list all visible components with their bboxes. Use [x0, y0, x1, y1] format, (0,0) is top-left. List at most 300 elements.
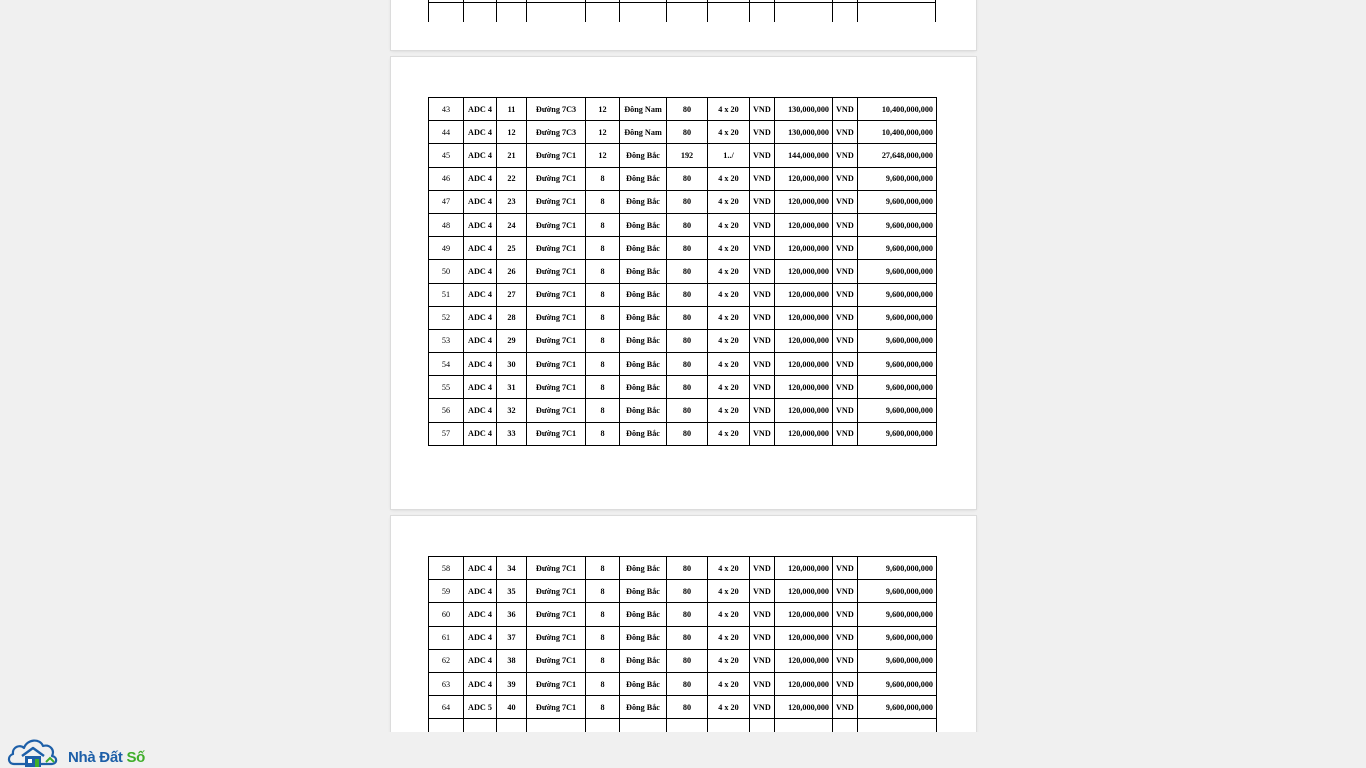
cell-block: ADC 5: [464, 696, 497, 719]
cell-unit-price-currency: VND: [750, 306, 775, 329]
cell-area: 80: [667, 603, 708, 626]
cell-direction: Đông Bắc: [620, 696, 667, 719]
cell-total: 27,648,000,000: [858, 144, 937, 167]
page-current: [391, 57, 976, 509]
cell-area: 80: [667, 260, 708, 283]
cell-street: Đường 7C1: [527, 306, 586, 329]
table-row: [429, 329, 937, 352]
cell-dimensions: 4 x 20: [708, 649, 750, 672]
cell-stt: 48: [429, 213, 464, 236]
cell-lot: 40: [497, 696, 527, 719]
table-column-line: [619, 0, 620, 22]
cell-unit-price-currency: VND: [750, 98, 775, 121]
cell-unit-price-currency: VND: [750, 167, 775, 190]
cell-street: Đường 7C1: [527, 353, 586, 376]
cell-road-width: 8: [586, 422, 620, 445]
cell-street: Đường 7C1: [527, 557, 586, 580]
cell-dimensions: 4 x 20: [708, 696, 750, 719]
cell-total: 9,600,000,000: [858, 237, 937, 260]
cell-total-currency: VND: [833, 329, 858, 352]
table-row: [429, 237, 937, 260]
cell-area: 80: [667, 306, 708, 329]
cell-street: Đường 7C1: [527, 190, 586, 213]
cell-area: 80: [667, 649, 708, 672]
cell-total: [858, 719, 937, 732]
cell-road-width: 8: [586, 672, 620, 695]
cell-lot: 26: [497, 260, 527, 283]
cell-total-currency: VND: [833, 696, 858, 719]
cell-unit-price-currency: VND: [750, 144, 775, 167]
cell-area: 80: [667, 283, 708, 306]
cell-area: 80: [667, 353, 708, 376]
lots-table: [428, 97, 937, 446]
cell-total: 10,400,000,000: [858, 98, 937, 121]
cell-area: 80: [667, 696, 708, 719]
cell-area: 80: [667, 190, 708, 213]
cell-lot: 23: [497, 190, 527, 213]
cell-unit-price-currency: VND: [750, 121, 775, 144]
cell-street: Đường 7C1: [527, 422, 586, 445]
cell-total: 9,600,000,000: [858, 580, 937, 603]
cell-area: 80: [667, 626, 708, 649]
cell-direction: Đông Nam: [620, 121, 667, 144]
cell-stt: 52: [429, 306, 464, 329]
cell-direction: Đông Bắc: [620, 283, 667, 306]
cell-total-currency: VND: [833, 98, 858, 121]
cell-total: 9,600,000,000: [858, 260, 937, 283]
cell-street: Đường 7C3: [527, 98, 586, 121]
cell-block: ADC 4: [464, 422, 497, 445]
cell-lot: 25: [497, 237, 527, 260]
cell-stt: 46: [429, 167, 464, 190]
page-previous: [391, 0, 976, 50]
lots-table: [428, 556, 937, 732]
cell-total-currency: VND: [833, 213, 858, 236]
cell-unit-price-currency: VND: [750, 190, 775, 213]
cell-stt: 51: [429, 283, 464, 306]
cell-road-width: 8: [586, 696, 620, 719]
cell-road-width: 8: [586, 190, 620, 213]
cell-stt: 60: [429, 603, 464, 626]
cell-area: 80: [667, 399, 708, 422]
cell-direction: Đông Nam: [620, 98, 667, 121]
cell-unit-price-currency: VND: [750, 213, 775, 236]
table-row: [429, 376, 937, 399]
cell-lot: 38: [497, 649, 527, 672]
cell-total: 9,600,000,000: [858, 603, 937, 626]
cell-direction: Đông Bắc: [620, 557, 667, 580]
cell-total-currency: VND: [833, 603, 858, 626]
table-column-line: [935, 0, 936, 22]
cell-unit-price-currency: VND: [750, 557, 775, 580]
cell-area: 192: [667, 144, 708, 167]
cell-street: Đường 7C1: [527, 626, 586, 649]
table-column-line: [585, 0, 586, 22]
cell-lot: 37: [497, 626, 527, 649]
cell-block: ADC 4: [464, 213, 497, 236]
table-column-line: [666, 0, 667, 22]
cell-street: Đường 7C1: [527, 603, 586, 626]
cell-block: ADC 4: [464, 649, 497, 672]
cell-unit-price-currency: VND: [750, 580, 775, 603]
cell-stt: 55: [429, 376, 464, 399]
cell-unit-price: 120,000,000: [775, 603, 833, 626]
cell-block: ADC 4: [464, 626, 497, 649]
cell-total: 9,600,000,000: [858, 422, 937, 445]
table-column-line: [463, 0, 464, 22]
cell-stt: 62: [429, 649, 464, 672]
cell-street: Đường 7C1: [527, 237, 586, 260]
cell-area: [667, 719, 708, 732]
cell-road-width: 8: [586, 580, 620, 603]
cell-lot: 21: [497, 144, 527, 167]
cell-direction: Đông Bắc: [620, 580, 667, 603]
cell-unit-price-currency: VND: [750, 376, 775, 399]
table-column-line: [774, 0, 775, 22]
cell-lot: 30: [497, 353, 527, 376]
cell-stt: 58: [429, 557, 464, 580]
cell-area: 80: [667, 167, 708, 190]
cell-stt: 44: [429, 121, 464, 144]
cell-dimensions: 4 x 20: [708, 422, 750, 445]
cell-street: Đường 7C1: [527, 260, 586, 283]
cell-road-width: 8: [586, 237, 620, 260]
cell-area: 80: [667, 121, 708, 144]
cell-lot: 31: [497, 376, 527, 399]
cell-total-currency: VND: [833, 237, 858, 260]
cell-direction: Đông Bắc: [620, 237, 667, 260]
cell-dimensions: 4 x 20: [708, 167, 750, 190]
cell-direction: Đông Bắc: [620, 353, 667, 376]
table-row: [429, 580, 937, 603]
cell-total: 9,600,000,000: [858, 557, 937, 580]
table-column-line: [428, 0, 429, 22]
cell-unit-price: 120,000,000: [775, 260, 833, 283]
cell-unit-price: 120,000,000: [775, 672, 833, 695]
cell-direction: Đông Bắc: [620, 376, 667, 399]
cell-direction: Đông Bắc: [620, 672, 667, 695]
cell-area: 80: [667, 376, 708, 399]
cell-dimensions: 4 x 20: [708, 672, 750, 695]
cell-direction: Đông Bắc: [620, 167, 667, 190]
cell-total-currency: VND: [833, 422, 858, 445]
cell-street: Đường 7C1: [527, 649, 586, 672]
cell-area: 80: [667, 98, 708, 121]
cell-lot: 29: [497, 329, 527, 352]
cell-road-width: 8: [586, 603, 620, 626]
cell-total: 9,600,000,000: [858, 696, 937, 719]
cell-direction: Đông Bắc: [620, 399, 667, 422]
cell-stt: 59: [429, 580, 464, 603]
cell-unit-price-currency: VND: [750, 422, 775, 445]
cell-direction: Đông Bắc: [620, 260, 667, 283]
cell-dimensions: 1../: [708, 144, 750, 167]
cell-unit-price-currency: [750, 719, 775, 732]
cell-street: Đường 7C1: [527, 283, 586, 306]
cell-unit-price: 120,000,000: [775, 213, 833, 236]
cell-block: ADC 4: [464, 329, 497, 352]
cell-total: 9,600,000,000: [858, 329, 937, 352]
cell-unit-price-currency: VND: [750, 626, 775, 649]
cell-street: [527, 719, 586, 732]
cell-block: ADC 4: [464, 672, 497, 695]
cell-block: ADC 4: [464, 603, 497, 626]
cell-block: ADC 4: [464, 98, 497, 121]
cell-unit-price: 120,000,000: [775, 649, 833, 672]
table-column-line: [857, 0, 858, 22]
table-row: [429, 213, 937, 236]
table-row: [429, 672, 937, 695]
cell-lot: 11: [497, 98, 527, 121]
cell-stt: 61: [429, 626, 464, 649]
cell-dimensions: 4 x 20: [708, 98, 750, 121]
cell-dimensions: 4 x 20: [708, 283, 750, 306]
cell-lot: 28: [497, 306, 527, 329]
cell-direction: Đông Bắc: [620, 329, 667, 352]
cell-total: 9,600,000,000: [858, 167, 937, 190]
cell-lot: 12: [497, 121, 527, 144]
cell-direction: Đông Bắc: [620, 306, 667, 329]
cell-stt: 64: [429, 696, 464, 719]
cell-street: Đường 7C1: [527, 329, 586, 352]
cell-block: ADC 4: [464, 353, 497, 376]
cell-road-width: [586, 719, 620, 732]
cell-dimensions: 4 x 20: [708, 557, 750, 580]
table-row: [429, 399, 937, 422]
cell-street: Đường 7C1: [527, 376, 586, 399]
cell-total: 9,600,000,000: [858, 213, 937, 236]
table-row: [429, 283, 937, 306]
cell-total: 9,600,000,000: [858, 649, 937, 672]
cell-unit-price: 120,000,000: [775, 190, 833, 213]
cell-road-width: 8: [586, 213, 620, 236]
cell-unit-price: 120,000,000: [775, 376, 833, 399]
cell-unit-price: [775, 719, 833, 732]
cell-total-currency: VND: [833, 283, 858, 306]
cell-road-width: 8: [586, 376, 620, 399]
cell-direction: Đông Bắc: [620, 626, 667, 649]
brand-name: Nhà Đất Số: [68, 749, 146, 766]
cell-total: 9,600,000,000: [858, 376, 937, 399]
cell-total-currency: VND: [833, 306, 858, 329]
cell-stt: 56: [429, 399, 464, 422]
cell-direction: Đông Bắc: [620, 422, 667, 445]
cell-block: ADC 4: [464, 376, 497, 399]
table-row: [429, 603, 937, 626]
cell-dimensions: 4 x 20: [708, 260, 750, 283]
cell-road-width: 8: [586, 283, 620, 306]
cell-block: ADC 4: [464, 144, 497, 167]
cell-road-width: 8: [586, 353, 620, 376]
cell-unit-price: 120,000,000: [775, 306, 833, 329]
cell-total-currency: [833, 719, 858, 732]
cloud-house-icon: [6, 734, 66, 768]
cell-area: 80: [667, 580, 708, 603]
cell-dimensions: 4 x 20: [708, 626, 750, 649]
cell-area: 80: [667, 422, 708, 445]
cell-lot: 24: [497, 213, 527, 236]
cell-dimensions: 4 x 20: [708, 213, 750, 236]
cell-dimensions: 4 x 20: [708, 237, 750, 260]
cell-block: ADC 4: [464, 580, 497, 603]
cell-stt: 49: [429, 237, 464, 260]
table-column-line: [707, 0, 708, 22]
cell-block: ADC 4: [464, 399, 497, 422]
cell-block: ADC 4: [464, 306, 497, 329]
cell-street: Đường 7C1: [527, 672, 586, 695]
cell-lot: 39: [497, 672, 527, 695]
cell-unit-price: 120,000,000: [775, 329, 833, 352]
cell-road-width: 12: [586, 98, 620, 121]
cell-direction: Đông Bắc: [620, 213, 667, 236]
cell-street: Đường 7C1: [527, 144, 586, 167]
cell-area: 80: [667, 213, 708, 236]
table-row: [429, 167, 937, 190]
cell-area: 80: [667, 329, 708, 352]
cell-road-width: 8: [586, 649, 620, 672]
cell-dimensions: [708, 719, 750, 732]
cell-dimensions: 4 x 20: [708, 190, 750, 213]
cell-road-width: 8: [586, 167, 620, 190]
table-row: [429, 719, 937, 732]
cell-lot: 27: [497, 283, 527, 306]
cell-dimensions: 4 x 20: [708, 306, 750, 329]
cell-total-currency: VND: [833, 649, 858, 672]
watermark-bar: [0, 732, 1366, 768]
cell-stt: [429, 719, 464, 732]
table-row: [429, 353, 937, 376]
cell-street: Đường 7C1: [527, 696, 586, 719]
table-row: [429, 422, 937, 445]
cell-total: 9,600,000,000: [858, 626, 937, 649]
cell-block: ADC 4: [464, 237, 497, 260]
cell-direction: Đông Bắc: [620, 649, 667, 672]
cell-total-currency: VND: [833, 580, 858, 603]
table-row: [429, 190, 937, 213]
cell-dimensions: 4 x 20: [708, 580, 750, 603]
cell-unit-price: 120,000,000: [775, 422, 833, 445]
cell-total: 9,600,000,000: [858, 283, 937, 306]
cell-stt: 47: [429, 190, 464, 213]
cell-block: ADC 4: [464, 260, 497, 283]
cell-lot: 36: [497, 603, 527, 626]
table-row: [429, 696, 937, 719]
cell-stt: 54: [429, 353, 464, 376]
cell-lot: 35: [497, 580, 527, 603]
cell-total-currency: VND: [833, 376, 858, 399]
page-next: [391, 516, 976, 732]
table-column-line: [832, 0, 833, 22]
cell-street: Đường 7C3: [527, 121, 586, 144]
cell-unit-price: 130,000,000: [775, 121, 833, 144]
cell-block: [464, 719, 497, 732]
cell-unit-price-currency: VND: [750, 649, 775, 672]
cell-lot: 33: [497, 422, 527, 445]
cell-area: 80: [667, 672, 708, 695]
cell-lot: 34: [497, 557, 527, 580]
cell-road-width: 12: [586, 144, 620, 167]
cell-stt: 57: [429, 422, 464, 445]
cell-stt: 63: [429, 672, 464, 695]
cell-unit-price-currency: VND: [750, 237, 775, 260]
table-row: [429, 121, 937, 144]
cell-unit-price-currency: VND: [750, 329, 775, 352]
cell-road-width: 8: [586, 260, 620, 283]
cell-unit-price: 144,000,000: [775, 144, 833, 167]
table-column-line: [749, 0, 750, 22]
cell-block: ADC 4: [464, 167, 497, 190]
cell-total: 9,600,000,000: [858, 306, 937, 329]
cell-unit-price-currency: VND: [750, 672, 775, 695]
cell-total-currency: VND: [833, 167, 858, 190]
table-row: [429, 144, 937, 167]
cell-total-currency: VND: [833, 353, 858, 376]
cell-street: Đường 7C1: [527, 399, 586, 422]
cell-area: 80: [667, 237, 708, 260]
cell-total-currency: VND: [833, 399, 858, 422]
table-bottom-edge: [428, 0, 936, 3]
cell-dimensions: 4 x 20: [708, 376, 750, 399]
cell-lot: [497, 719, 527, 732]
cell-total-currency: VND: [833, 260, 858, 283]
cell-unit-price: 120,000,000: [775, 399, 833, 422]
cell-total: 9,600,000,000: [858, 672, 937, 695]
cell-unit-price: 120,000,000: [775, 167, 833, 190]
cell-road-width: 8: [586, 626, 620, 649]
cell-dimensions: 4 x 20: [708, 399, 750, 422]
cell-road-width: 8: [586, 306, 620, 329]
cell-dimensions: 4 x 20: [708, 353, 750, 376]
brand-logo: [6, 732, 145, 768]
cell-unit-price: 120,000,000: [775, 353, 833, 376]
cell-unit-price: 120,000,000: [775, 696, 833, 719]
cell-unit-price: 120,000,000: [775, 557, 833, 580]
cell-lot: 32: [497, 399, 527, 422]
table-row: [429, 306, 937, 329]
cell-direction: Đông Bắc: [620, 144, 667, 167]
cell-area: 80: [667, 557, 708, 580]
cell-unit-price: 120,000,000: [775, 237, 833, 260]
cell-dimensions: 4 x 20: [708, 329, 750, 352]
cell-stt: 45: [429, 144, 464, 167]
cell-direction: Đông Bắc: [620, 190, 667, 213]
cell-road-width: 8: [586, 329, 620, 352]
cell-total: 9,600,000,000: [858, 399, 937, 422]
table-row: [429, 557, 937, 580]
cell-unit-price: 120,000,000: [775, 626, 833, 649]
cell-unit-price: 120,000,000: [775, 580, 833, 603]
cell-unit-price-currency: VND: [750, 260, 775, 283]
table-row: [429, 649, 937, 672]
cell-unit-price: 130,000,000: [775, 98, 833, 121]
cell-unit-price: 120,000,000: [775, 283, 833, 306]
cell-block: ADC 4: [464, 283, 497, 306]
cell-total-currency: VND: [833, 121, 858, 144]
cell-road-width: 8: [586, 399, 620, 422]
cell-street: Đường 7C1: [527, 167, 586, 190]
cell-direction: [620, 719, 667, 732]
cell-street: Đường 7C1: [527, 213, 586, 236]
cell-direction: Đông Bắc: [620, 603, 667, 626]
cell-stt: 53: [429, 329, 464, 352]
cell-stt: 50: [429, 260, 464, 283]
cell-total: 10,400,000,000: [858, 121, 937, 144]
cell-total: 9,600,000,000: [858, 353, 937, 376]
table-row: [429, 98, 937, 121]
cell-total-currency: VND: [833, 672, 858, 695]
cell-stt: 43: [429, 98, 464, 121]
cell-block: ADC 4: [464, 121, 497, 144]
